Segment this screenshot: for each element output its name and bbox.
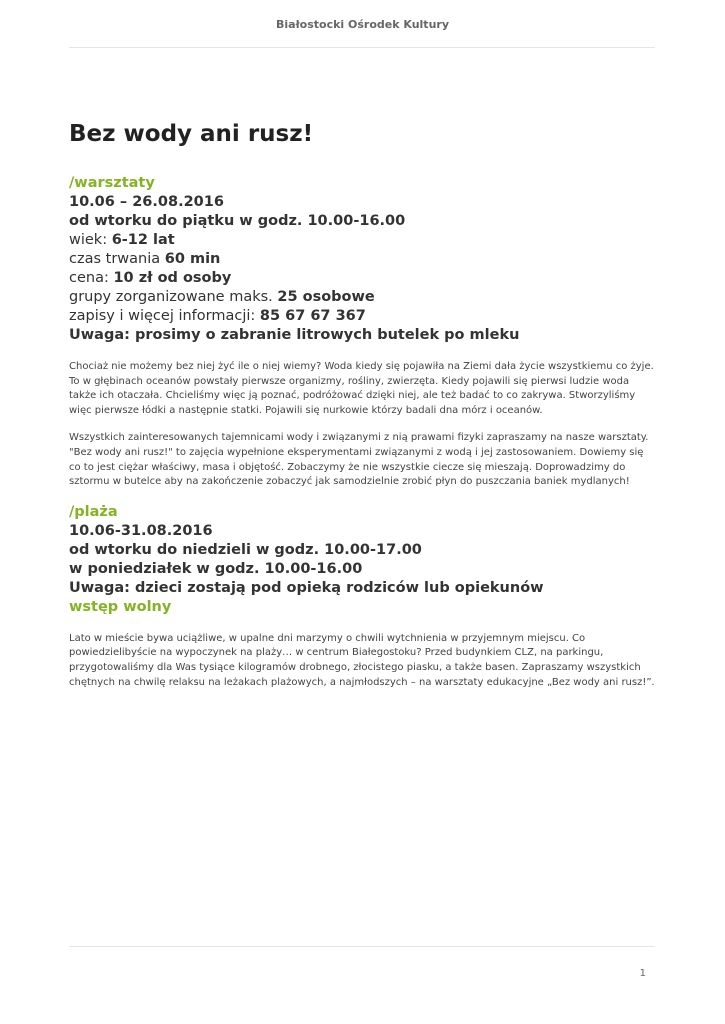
beach-tag: /plaża bbox=[69, 503, 118, 520]
duration-value: 60 min bbox=[164, 251, 221, 267]
signup-row bbox=[69, 307, 655, 326]
age-value: 6-12 lat bbox=[111, 232, 175, 248]
signup-value: 85 67 67 367 bbox=[259, 308, 366, 324]
site-header: Białostocki Ośrodek Kultury bbox=[276, 18, 449, 31]
signup-label: zapisy i więcej informacji: bbox=[69, 308, 260, 324]
duration-row bbox=[69, 250, 655, 269]
workshops-tag: /warsztaty bbox=[69, 175, 155, 191]
beach-hours-1: od wtorku do niedzieli w godz. 10.00-17.00 bbox=[69, 541, 422, 558]
page-number: 1 bbox=[639, 968, 646, 979]
beach-section bbox=[69, 503, 655, 690]
groups-row bbox=[69, 288, 655, 307]
workshops-paragraph: Wszystkich zainteresowanych tajemnicami wody i związanymi z nią prawami fizyki zapraszamy na nasze warsztaty. "Bez wody ani rusz!" to zajęcia wypełnione eksperymentami związanymi z wodą i jej zastosowaniem. Dowiemy się co to jest ciężar właściwy, masa i objętość. Zobaczymy że nie wszystkie ciecze się mieszają. Doprowadzimy do sztormu w butelce aby na zakończenie zobaczyć jak samodzielnie zrobić płyn do puszczania baniek mydlanych! bbox=[69, 432, 649, 488]
workshops-paragraph: Chociaż nie możemy bez niej żyć ile o niej wiemy? Woda kiedy się pojawiła na Ziemi dała życie wszystkiemu co żyje. To w głębinach oceanów powstały pierwsze organizmy, rośliny, zwierzęta. Kiedy pojawili się pierwsi ludzie woda także ich otaczała. Chcieliśmy więc ją poznać, podróżować dzięki niej, ale też badać to co zakrywa. Stworzyliśmy więc pierwsze łódki a następnie statki. Pojawili się nurkowie którzy badali dna mórz i oceanów. bbox=[69, 361, 654, 416]
beach-dates: 10.06-31.08.2016 bbox=[69, 522, 213, 539]
workshops-dates: 10.06 – 26.08.2016 bbox=[69, 194, 224, 210]
article bbox=[69, 118, 655, 703]
price-row bbox=[69, 269, 655, 288]
beach-hours-2: w poniedziałek w godz. 10.00-16.00 bbox=[69, 560, 363, 577]
page-title: Bez wody ani rusz! bbox=[69, 121, 314, 147]
price-value: 10 zł od osoby bbox=[113, 270, 232, 286]
beach-paragraph: Lato w mieście bywa uciążliwe, w upalne dni marzymy o chwili wytchnienia w przyjemnym miejscu. Co powiedzielibyście na wypoczynek na plaży… w centrum Białegostoku? Przed budynkiem CLZ, na parkingu, przygotowaliśmy dla Was tysiące kilogramów drobnego, złocistego piasku, a także basen. Zapraszamy wszystkich chętnych na chwilę relaksu na leżakach plażowych, a najmłodszych – na warsztaty edukacyjne „Bez wody ani rusz!”. bbox=[69, 632, 655, 688]
groups-label: grupy zorganizowane maks. bbox=[69, 289, 278, 305]
age-label: wiek: bbox=[69, 232, 112, 248]
beach-entry: wstęp wolny bbox=[69, 598, 172, 615]
workshops-section bbox=[69, 174, 655, 490]
duration-label: czas trwania bbox=[69, 251, 165, 267]
workshops-hours: od wtorku do piątku w godz. 10.00-16.00 bbox=[69, 213, 406, 229]
price-label: cena: bbox=[69, 270, 114, 286]
beach-notice: Uwaga: dzieci zostają pod opieką rodziców lub opiekunów bbox=[69, 579, 544, 596]
header-divider bbox=[69, 47, 655, 48]
groups-value: 25 osobowe bbox=[277, 289, 375, 305]
workshops-notice: Uwaga: prosimy o zabranie litrowych butelek po mleku bbox=[69, 327, 520, 343]
age-row bbox=[69, 231, 655, 250]
footer-divider bbox=[69, 946, 655, 947]
